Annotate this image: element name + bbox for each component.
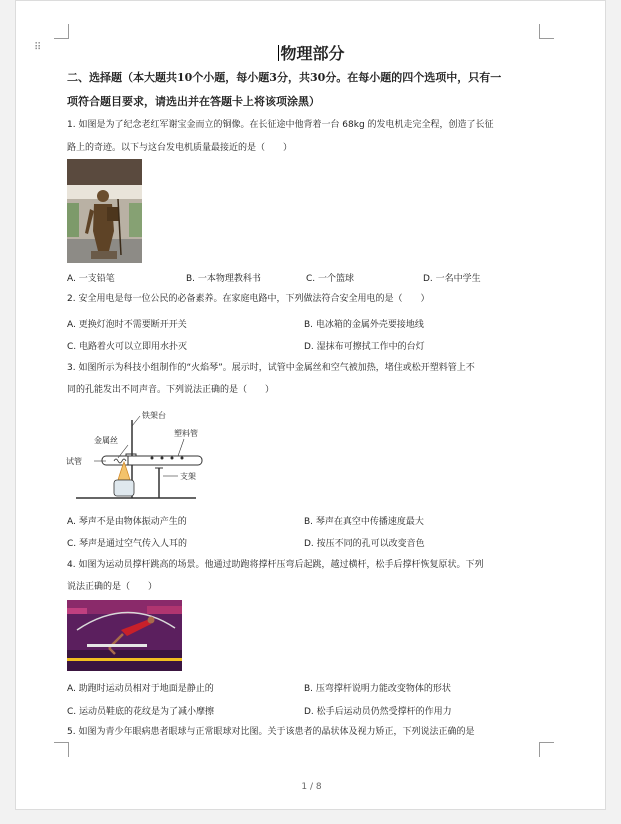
question-1-option-a: A. 一支铅笔 [67,274,115,284]
question-5-stem: 5. 如图为青少年眼病患者眼球与正常眼球对比图。关于该患者的晶状体及视力矫正，下列说法正确的是 [67,727,475,737]
question-3-option-a: A. 琴声不是由物体振动产生的 [67,517,187,527]
label-stand: 铁架台 [142,411,166,420]
question-2-option-a: A. 更换灯泡时不需要断开开关 [67,320,187,330]
question-4-option-d: D. 松手后运动员仍然受撑杆的作用力 [304,707,452,717]
question-1-stem-line-1: 1. 如图是为了纪念老红军谢宝金而立的铜像。在长征途中他背着一台 68kg 的发电机走完全程，创造了长征 [67,120,494,130]
flame-harp-diagram [66,406,216,501]
question-4-option-b: B. 压弯撑杆说明力能改变物体的形状 [304,684,451,694]
document-page [15,0,606,810]
section-heading-line-2: 项符合题目要求，请选出并在答题卡上将该项涂黑） [67,95,320,108]
question-3-option-b: B. 琴声在真空中传播速度最大 [304,517,424,527]
question-3-option-c: C. 琴声是通过空气传入人耳的 [67,539,188,549]
question-2-option-b: B. 电冰箱的金属外壳要接地线 [304,320,424,330]
question-1-option-b: B. 一本物理教科书 [186,274,261,284]
label-test-tube: 试管 [66,457,82,466]
question-1-option-c: C. 一个篮球 [306,274,355,284]
question-3-stem-line-2: 同的孔能发出不同声音。下列说法正确的是（ ） [67,385,275,395]
pole-vault-photo [67,600,182,671]
question-2-option-d: D. 湿抹布可擦拭工作中的台灯 [304,342,425,352]
question-4-option-c: C. 运动员鞋底的花纹是为了减小摩擦 [67,707,215,717]
page-number: 1 / 8 [301,782,322,792]
question-2-stem: 2. 安全用电是每一位公民的必备素养。在家庭电路中，下列做法符合安全用电的是（ ） [67,294,430,304]
margin-mark-top-left [54,24,69,39]
question-1-option-d: D. 一名中学生 [423,274,481,284]
label-wire: 金属丝 [94,436,118,445]
label-tube: 塑料管 [174,429,198,438]
question-4-stem-line-2: 说法正确的是（ ） [67,582,158,592]
question-4-stem-line-1: 4. 如图为运动员撑杆跳高的场景。他通过助跑将撑杆压弯后起跳，越过横杆，松手后撑杆恢复原状。下列 [67,560,484,570]
margin-mark-bottom-right [539,742,554,757]
label-support: 支架 [180,472,196,481]
question-3-stem-line-1: 3. 如图所示为科技小组制作的“火焰琴”。展示时，试管中金属丝和空气被加热，堵住或松开塑料管上不 [67,363,475,373]
question-2-option-c: C. 电路着火可以立即用水扑灭 [67,342,188,352]
question-3-option-d: D. 按压不同的孔可以改变音色 [304,539,425,549]
drag-handle-icon[interactable]: ⠿ [34,42,43,53]
margin-mark-bottom-left [54,742,69,757]
question-1-stem-line-2: 路上的奇迹。以下与这台发电机质量最接近的是（ ） [67,143,293,153]
margin-mark-top-right [539,24,554,39]
statue-photo [67,159,142,263]
section-heading-line-1: 二、选择题（本大题共10个小题，每小题3分，共30分。在每小题的四个选项中，只有一 [67,71,502,84]
question-4-option-a: A. 助跑时运动员相对于地面是静止的 [67,684,214,694]
page-title[interactable]: 物理部分 [280,44,345,63]
